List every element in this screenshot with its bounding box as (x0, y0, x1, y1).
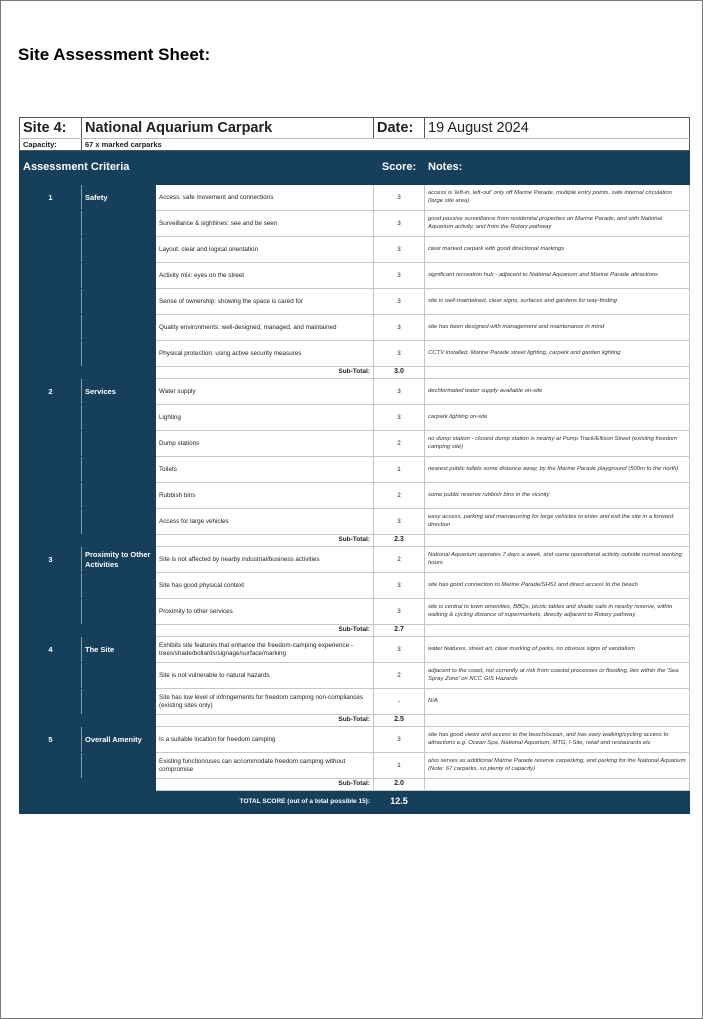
subtotal-row (20, 779, 690, 791)
note-text: dechlorinated water supply available on-site (425, 379, 690, 405)
subtotal-spacer (20, 535, 82, 547)
note-text: National Aquarium operates 7 days a week, and some operational activity outside normal working hours (425, 547, 690, 573)
criterion-text: Rubbish bins (156, 483, 374, 509)
note-text: site has good views and access to the beach/ocean, and has easy walking/cycling access to attractions e.g. Ocean Spa, National Aquarium, MTG, I-Site, retail and restaurants etc (425, 727, 690, 753)
criterion-text: Access for large vehicles (156, 509, 374, 535)
note-text: N/A (425, 689, 690, 715)
subtotal-row (20, 625, 690, 637)
criterion-row (20, 637, 690, 663)
criterion-row (20, 315, 690, 341)
score-value: 1 (374, 753, 425, 779)
site-label: Site 4: (20, 118, 82, 139)
subtotal-value: 2.3 (374, 535, 425, 547)
score-value: 1 (374, 457, 425, 483)
subtotal-spacer (82, 367, 156, 379)
total-value: 12.5 (374, 791, 425, 814)
criterion-row (20, 289, 690, 315)
note-text: adjacent to the coast, not currently at risk from coastal processes or flooding, lies within the 'Sea Spray Zone' on NCC GIS Hazards (425, 663, 690, 689)
section-name (82, 573, 156, 599)
criterion-row (20, 483, 690, 509)
subtotal-notes-spacer (425, 535, 690, 547)
section-number (20, 263, 82, 289)
note-text: also serves as additional Marine Parade reserve carparking, and parking for the National Aquarium (Note: 67 carparks, so plenty of capacity) (425, 753, 690, 779)
section-name (82, 753, 156, 779)
score-value: 2 (374, 547, 425, 573)
note-text: site is central to town amenities, BBQs, picnic tables and shade sails in nearby reserve, within walking & cycling distance of supermarkets, directly adjacent to Rotary pathway (425, 599, 690, 625)
score-value: 2 (374, 663, 425, 689)
score-value: 3 (374, 263, 425, 289)
section-name: The Site (82, 637, 156, 663)
section-name: Proximity to Other Activities (82, 547, 156, 573)
criterion-row (20, 509, 690, 535)
criterion-text: Lighting (156, 405, 374, 431)
criterion-text: Quality environments: well-designed, managed, and maintained (156, 315, 374, 341)
section-name (82, 405, 156, 431)
subtotal-value: 2.0 (374, 779, 425, 791)
subtotal-label: Sub-Total: (156, 715, 374, 727)
score-value: 3 (374, 341, 425, 367)
criterion-row (20, 263, 690, 289)
score-value: 2 (374, 483, 425, 509)
page-title: Site Assessment Sheet: (18, 45, 211, 64)
subtotal-spacer (82, 715, 156, 727)
section-name: Safety (82, 185, 156, 211)
score-value: 3 (374, 185, 425, 211)
subtotal-label: Sub-Total: (156, 779, 374, 791)
section-name (82, 263, 156, 289)
criterion-row (20, 405, 690, 431)
section-name (82, 457, 156, 483)
section-number (20, 405, 82, 431)
score-value: 3 (374, 405, 425, 431)
date-value: 19 August 2024 (425, 118, 690, 139)
site-header-row (20, 118, 690, 139)
date-label: Date: (374, 118, 425, 139)
subtotal-row (20, 367, 690, 379)
criterion-text: Site is not vulnerable to natural hazards (156, 663, 374, 689)
subtotal-value: 2.7 (374, 625, 425, 637)
criterion-text: Site is not affected by nearby industrial/business activities (156, 547, 374, 573)
section-number: 4 (20, 637, 82, 663)
section-number (20, 211, 82, 237)
section-number (20, 663, 82, 689)
criterion-text: Surveillance & sightlines: see and be seen (156, 211, 374, 237)
criterion-row (20, 599, 690, 625)
criterion-text: Layout: clear and logical orientation (156, 237, 374, 263)
total-label: TOTAL SCORE (out of a total possible 15): (156, 791, 374, 814)
section-number (20, 483, 82, 509)
section-name: Services (82, 379, 156, 405)
criterion-row (20, 237, 690, 263)
section-number: 1 (20, 185, 82, 211)
subtotal-notes-spacer (425, 367, 690, 379)
note-text: water features, street art, clear marking of parks, no obvious signs of vandalism (425, 637, 690, 663)
subtotal-spacer (20, 715, 82, 727)
criterion-text: Proximity to other services (156, 599, 374, 625)
section-number (20, 573, 82, 599)
section-number (20, 315, 82, 341)
subtotal-row (20, 715, 690, 727)
subtotal-value: 3.0 (374, 367, 425, 379)
subtotal-notes-spacer (425, 625, 690, 637)
section-number: 2 (20, 379, 82, 405)
criterion-row (20, 663, 690, 689)
section-number (20, 457, 82, 483)
section-number (20, 289, 82, 315)
criterion-text: Physical protection: using active security measures (156, 341, 374, 367)
criterion-text: Is a suitable location for freedom camping (156, 727, 374, 753)
subtotal-notes-spacer (425, 779, 690, 791)
subtotal-label: Sub-Total: (156, 535, 374, 547)
criterion-row (20, 431, 690, 457)
score-value: 3 (374, 237, 425, 263)
total-spacer (425, 791, 690, 814)
criterion-row (20, 753, 690, 779)
criterion-text: Sense of ownership: showing the space is cared for (156, 289, 374, 315)
criterion-text: Exhibits site features that enhance the freedom-camping experience - trees/shade/bollards/signage/surface/marking (156, 637, 374, 663)
section-name (82, 315, 156, 341)
criterion-row (20, 457, 690, 483)
section-number (20, 237, 82, 263)
section-number (20, 753, 82, 779)
criteria-header: Assessment Criteria (20, 151, 374, 185)
subtotal-label: Sub-Total: (156, 367, 374, 379)
section-name: Overall Amenity (82, 727, 156, 753)
subtotal-spacer (82, 535, 156, 547)
subtotal-label: Sub-Total: (156, 625, 374, 637)
section-name (82, 211, 156, 237)
notes-header: Notes: (425, 151, 690, 185)
criterion-text: Site has low level of infringements for freedom camping non-compliances (existing sites only) (156, 689, 374, 715)
section-name (82, 509, 156, 535)
capacity-value: 67 x marked carparks (82, 139, 690, 151)
subtotal-notes-spacer (425, 715, 690, 727)
assessment-table (19, 117, 690, 814)
section-number (20, 599, 82, 625)
note-text: good passive surveillance from residential properties on Marine Parade, and with National Aquarium activity, and from the Rotary pathway (425, 211, 690, 237)
note-text: significant recreation hub - adjacent to National Aquarium and Marine Parade attractions (425, 263, 690, 289)
section-name (82, 599, 156, 625)
score-value: 3 (374, 573, 425, 599)
section-number: 5 (20, 727, 82, 753)
criterion-row (20, 185, 690, 211)
criterion-text: Site has good physical context (156, 573, 374, 599)
score-value: - (374, 689, 425, 715)
note-text: CCTV installed, Marine Parade street lighting, carpark and garden lighting (425, 341, 690, 367)
section-number (20, 431, 82, 457)
note-text: easy access, parking and manoeuvring for large vehicles to enter and exit the site in a forward direction (425, 509, 690, 535)
criterion-row (20, 211, 690, 237)
section-name (82, 341, 156, 367)
score-value: 3 (374, 727, 425, 753)
score-value: 3 (374, 637, 425, 663)
subtotal-row (20, 535, 690, 547)
criterion-row (20, 727, 690, 753)
section-name (82, 431, 156, 457)
section-number (20, 341, 82, 367)
score-value: 3 (374, 599, 425, 625)
criterion-text: Access: safe movement and connections (156, 185, 374, 211)
note-text: nearest public toilets some distance away, by the Marine Parade playground (500m to the north) (425, 457, 690, 483)
score-value: 3 (374, 379, 425, 405)
subtotal-value: 2.5 (374, 715, 425, 727)
capacity-row (20, 139, 690, 151)
score-header: Score: (374, 151, 425, 185)
score-value: 2 (374, 431, 425, 457)
criterion-row (20, 379, 690, 405)
subtotal-spacer (82, 625, 156, 637)
note-text: carpark lighting on-site (425, 405, 690, 431)
note-text: site has been designed with management and maintenance in mind (425, 315, 690, 341)
subtotal-spacer (20, 625, 82, 637)
criterion-text: Existing function/uses can accommodate freedom camping without compromise (156, 753, 374, 779)
score-value: 3 (374, 211, 425, 237)
criterion-row (20, 547, 690, 573)
capacity-label: Capacity: (20, 139, 82, 151)
criterion-text: Water supply (156, 379, 374, 405)
criterion-text: Activity mix: eyes on the street (156, 263, 374, 289)
criterion-row (20, 573, 690, 599)
criterion-text: Dump stations (156, 431, 374, 457)
section-number: 3 (20, 547, 82, 573)
note-text: site is well-maintained, clear signs, surfaces and gardens for way-finding (425, 289, 690, 315)
score-value: 3 (374, 289, 425, 315)
section-name (82, 237, 156, 263)
score-value: 3 (374, 509, 425, 535)
total-spacer (82, 791, 156, 814)
note-text: no dump station - closest dump station is nearby at Pump Track/Ellison Street (existing freedom camping site) (425, 431, 690, 457)
section-name (82, 689, 156, 715)
criterion-text: Toilets (156, 457, 374, 483)
column-header-row (20, 151, 690, 185)
note-text: site has good connection to Marine Parade/SH51 and direct access to the beach (425, 573, 690, 599)
total-row (20, 791, 690, 814)
section-name (82, 663, 156, 689)
note-text: access is 'left-in, left-out' only off Marine Parade, multiple entry points, safe internal circulation (large site area) (425, 185, 690, 211)
subtotal-spacer (20, 779, 82, 791)
section-name (82, 483, 156, 509)
site-name: National Aquarium Carpark (82, 118, 374, 139)
subtotal-spacer (82, 779, 156, 791)
criterion-row (20, 689, 690, 715)
section-name (82, 289, 156, 315)
note-text: some public reserve rubbish bins in the vicinity (425, 483, 690, 509)
criterion-row (20, 341, 690, 367)
section-number (20, 509, 82, 535)
section-number (20, 689, 82, 715)
note-text: clear marked carpark with good directional markings (425, 237, 690, 263)
subtotal-spacer (20, 367, 82, 379)
total-spacer (20, 791, 82, 814)
score-value: 3 (374, 315, 425, 341)
